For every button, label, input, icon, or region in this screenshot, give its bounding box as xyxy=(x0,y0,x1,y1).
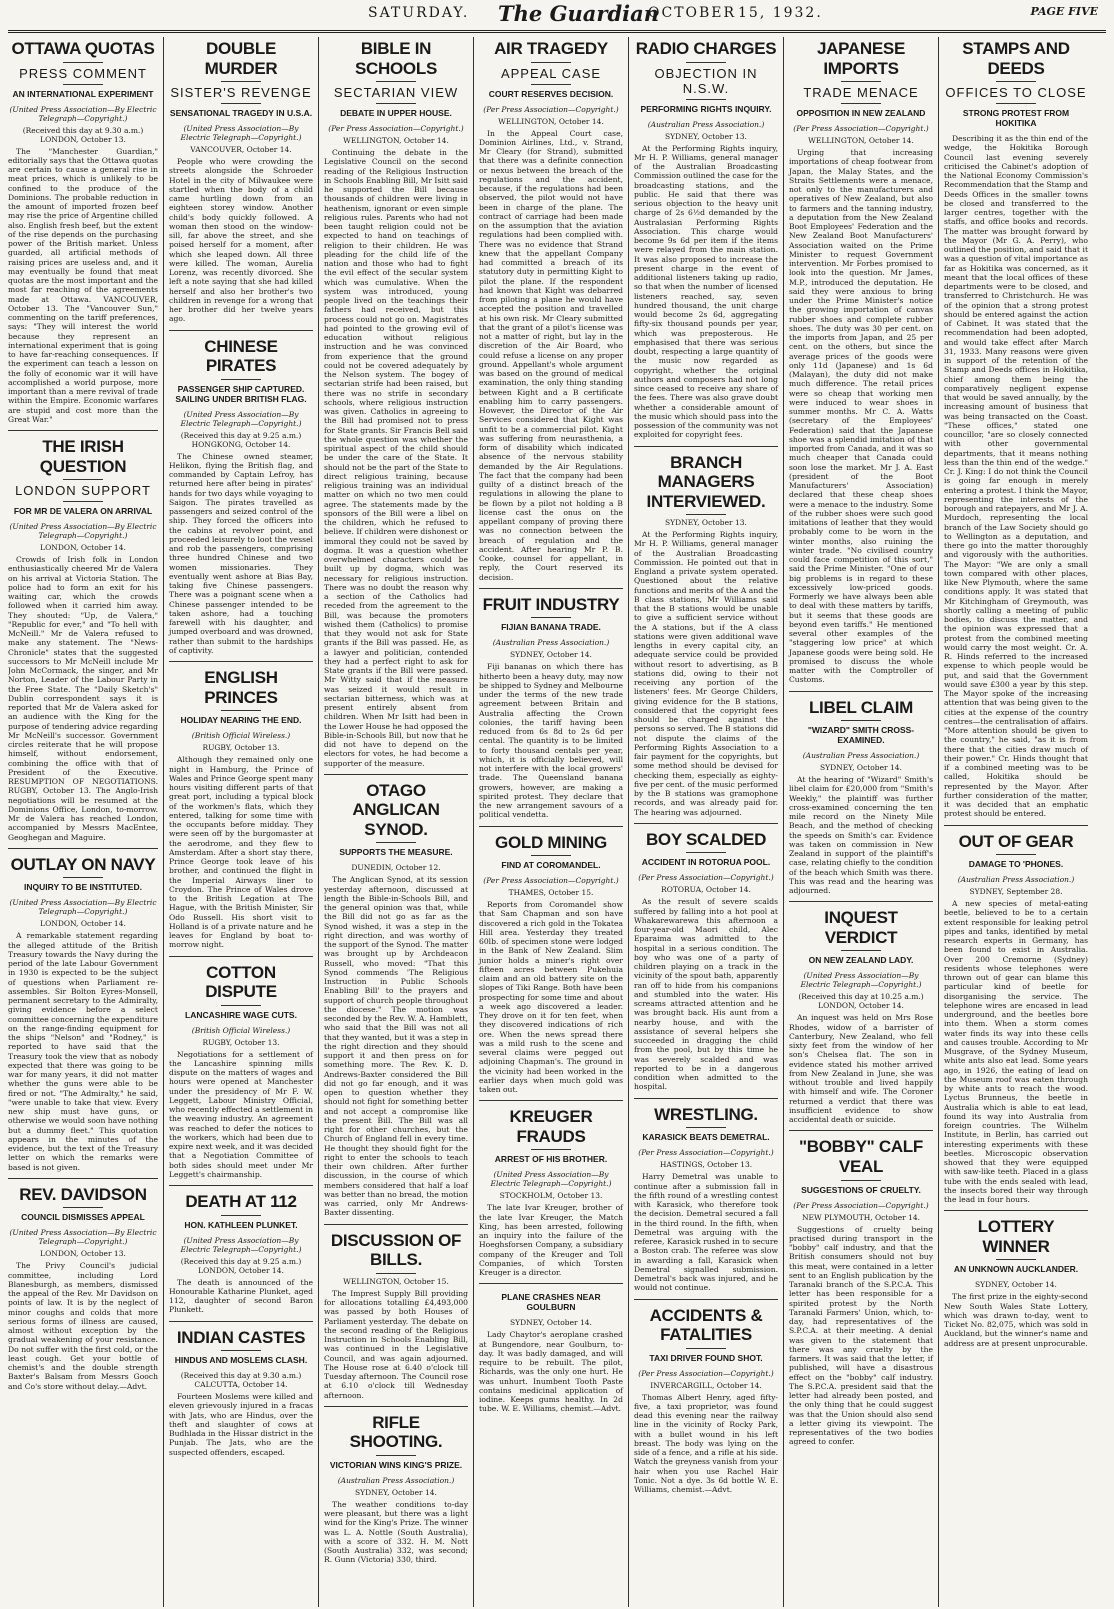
headline-rule xyxy=(376,1273,416,1274)
article-credit: (United Press Association—By Electric Telegraph—Copyright.) xyxy=(180,1235,302,1254)
headline-rule xyxy=(686,62,726,63)
article-dateline: SYDNEY, October 14. xyxy=(820,763,902,773)
article-dateline: NEW PLYMOUTH, October 14. xyxy=(801,1212,921,1222)
article-body: The Chinese owned steamer, Helikon, flying the British flag, and commanded by Captain Lefroy, has returned here after being in pirates' hands for two days while voyaging to Saigon. The pirates travelled as passengers and seized control of the ship. They forced the officers into the cabins at revolver point, and proceeded leisurely to loot the vessel and rob the passengers, comprising three hundred Chinese and two women missionaries. They eventually went ashore at Bias Bay, taking five Chinese passengers. There was a poignant scene when a Chinese passenger intended to be taken ashore, had a touching farewell with his daughter, and jumped overboard and was drowned, rather than submit to the hardships of captivity. xyxy=(169,451,313,655)
headline-rule xyxy=(221,1215,261,1216)
article-body: The Imprest Supply Bill providing for allocations totalling £4,493,000 was passed by both Houses of Parliament yesterday. The debate on the second reading of the Religious Instruction in Schools Enabling Bill, was continued in the Legislative Council, and was again adjourned. The House rose at 6.40 o'clock till Tuesday afternoon. The Council rose at 6.10 o'clock till Wednesday afternoon. xyxy=(324,1288,468,1400)
article-body: Fourteen Moslems were killed and eleven grievously injured in a fracas with Jats, who are Hindus, over the theft and slaughter of cows at Budhlada in the Hissar district in the Punjab. The Jats, who are the suspected offenders, escaped. xyxy=(169,1392,313,1457)
article-credit: (British Official Wireless.) xyxy=(191,1025,291,1035)
article-dateline: WELLINGTON, October 14. xyxy=(808,136,914,146)
headline-rule xyxy=(376,1455,416,1456)
headline-rule xyxy=(63,1207,103,1208)
article-subheading: PLANE CRASHES NEAR GOULBURN xyxy=(501,1292,601,1313)
article xyxy=(479,39,623,582)
headline-rule xyxy=(376,81,416,82)
article-subheading: DAMAGE TO 'PHONES. xyxy=(968,859,1064,870)
article-headline: LIBEL CLAIM xyxy=(808,697,914,717)
article-headline: OTAGO ANGLICAN SYNOD. xyxy=(352,780,440,839)
article xyxy=(169,956,313,1180)
article-credit: (Per Press Association—Copyright.) xyxy=(483,104,619,114)
article-body: Thomas Albert Henry, aged fifty-five, a taxi proprietor, was found dead this evening near the railway line in the vicinity of Rocky Park, with a bullet wound in his left breast. The body was lying on the side of a fence, and a rifle at his side. Watch the greyness vanish from your hair when you use Rachel Hair Tonic. Not a dye. 3s 6d bottle W. E. Williams, chemist.—Advt. xyxy=(634,1392,778,1495)
article-dateline: (Received this day at 9.30 a.m.) CALCUTTA, October 14. xyxy=(180,1371,302,1390)
article xyxy=(324,774,468,1218)
article-subheading: PASSENGER SHIP CAPTURED. SAILING UNDER BRITISH FLAG. xyxy=(175,383,307,404)
article-credit: (United Press Association—By Electric Telegraph—Copyright.) xyxy=(9,104,157,123)
article xyxy=(8,39,158,424)
article xyxy=(634,1098,778,1293)
article-dateline: (Received this day at 9.25 a.m.) HONGKONG, October 14. xyxy=(180,430,302,449)
column-2 xyxy=(163,37,318,1607)
headline-rule xyxy=(841,950,881,951)
article-subheading: FIJIAN BANANA TRADE. xyxy=(501,622,601,633)
headline-rule xyxy=(376,842,416,843)
article-body: A remarkable statement regarding the alleged attitude of the British Treasury towards the Navy during the period of the late Labour Government in 1930 is expected to be the subject of questions when Parliament re-assembles. Sir Bolton Eyres-Monsell, permanent secretary to the Admiralty, giving evidence before a select committee concerning the expenditure on the range-finding equipment for the ships "Nelson" and "Rodney," is reported to have said that the Treasury took the view that as nobody expected that there was going to be war for many years, it did not matter whether the guns were able to be fired or not. "The Admiralty," he said, "were unable to take that view. Every new ship must have guns, or otherwise we would soon have nothing but a dummy fleet." This quotation appears in the minutes of the evidence, but the text of the Treasury letter on which the remarks were based is not given. xyxy=(8,931,158,1172)
headline-rule xyxy=(63,501,103,502)
article xyxy=(789,39,933,685)
article-dateline: THAMES, October 15. xyxy=(508,888,594,898)
headline-rule xyxy=(531,855,571,856)
article-body: The Privy Council's judicial committee, including Lord Blanesburgh, as members, dismissed the appeal of the Rev. Mr Davidson on points of law. It is by the neglect of minor coughs and colds that more serious forms of illness are caused, almost without exception by the gradual weakening of your resistance. Do not suffer with the first cold, or the least cough. Get your bottle of chemist's and the double strength Baxter's Balsam from Messrs Gooch and Co's store without delay.—Advt. xyxy=(8,1261,158,1391)
article-credit: (United Press Association—By Electric Telegraph—Copyright.) xyxy=(800,971,922,990)
article-headline: RADIO CHARGES xyxy=(635,39,777,58)
article-headline: DISCUSSION OF BILLS. xyxy=(330,1230,462,1270)
article-credit: (British Official Wireless.) xyxy=(191,731,291,741)
headline-rule xyxy=(996,854,1036,855)
article-dateline: DUNEDIN, October 12. xyxy=(351,863,441,873)
column-6 xyxy=(783,37,938,1607)
article-headline: ACCIDENTS & FATALITIES xyxy=(649,1305,763,1345)
article-headline: "BOBBY" CALF VEAL xyxy=(799,1137,923,1177)
masthead-page-number: PAGE FIVE xyxy=(1030,5,1098,18)
article-headline: DEATH AT 112 xyxy=(185,1192,297,1212)
article-body: Urging that increasing importations of cheap footwear from Japan, the Malay States, and the Straits Settlements were a menace, not only to the manufacturers and operatives of New Zealand, but also to farmers and the tanning industry, a deputation from the New Zealand Boot Employees' Federation and the New Zealand Boot Manufacturers' Association waited on the Prime Minister to request Government intervention. Mr Forbes promised to look into the question. Mr James, M.P., introduced the deputation. He said they were anxious to bring under the Prime Minister's notice the growing importation of canvas rubber shoes and complete rubber shoes. The duty was 30 per cent. on the imports from Japan, and 25 per cent. on the others, but since the average prices of the goods were only 11d (Japanese) and 1s 6d (Malayan), the duty did not make much difference. The retail prices were so cheap that working men were induced to wear shoes in summer months. Mr C. A. Watts (secretary of the Employees' Federation) said that the Japanese shoe was a splendid imitation of that imported from Canada, and it was so much cheaper that Canada could soon lose the market. Mr J. A. East (president of the Boot Manufacturers' Association) declared that these cheap shoes were a menace to the industry. Some of the rubber shoes were such good imitations of leather that they would probably come to be worn in the winter months, also ruining the winter trade. "No civilised country could face competition of this sort," said the Prime Minister. "One of our big problems is in regard to these excessively low-priced goods. Formerly we have always been able to deal with these matters by tariffs, but it seems that these goods are beyond even tariffs." He mentioned several other examples of the "staggering low price" at which Japanese goods were being sold. He promised to discuss the whole matter with the Comptroller of Customs. xyxy=(789,148,933,685)
article-headline: KREUGER FRAUDS xyxy=(509,1107,593,1146)
article-body: Continuing the debate in the Legislative Council on the second reading of the Religious Instruction in Schools Enabling Bill, Mr Isitt said he supported the Bill because thousands of children were living in heathenism, ignorant or even simple religious rules. Parents who had not been taught religion could not be expected to hand on teachings of religion to their children. He was pleading for the child life of the nation and those who had to fight the evil effect of the secular system which was cumulative. When the system was introduced, young people lived on the teachings their fathers had received, but this process could not go on. Magistrates had pointed to the growing evil of education without religious instruction and he was convinced from experience that the ground could not be covered adequately by the Nelson system. The bogey of sectarian strife had been raised, but there was no strife in secondary schools, where religious instruction was given. Catholics in agreeing to the Bill had promised not to press for State grants. Sir Francis Bell said the whole question was whether the spiritual aspect of the child should be under the care of the State. It should not be the part of the State to direct religious training, because religious training was an individual matter on which no two men could agree. The statements made by the sponsors of the Bill were a libel on the children, which he refused to believe. If children were dishonest or immoral they could not be saved by dogma. It was a question whether overwhelmed characters could be built up by dogma, which was necessary for religious instruction. There was no doubt the reason why a section of the Catholics had receded from the agreement to the Bill, was because the promoters wished them (Catholics) to promise that they would not ask for State grants if the Bill was passed. He, as a lawyer and politician, contended they had a perfect right to ask for State grants if the Bill were passed. Mr Witty said that if the measure was seized it would result in sectarian bitterness, which was at present entirely absent from children. When Mr Isitt had been in the Lower House he had opposed the Bible-in-Schools Bill, but now that he did not have to depend on the electors for votes, he had become a supporter of the measure. xyxy=(324,148,468,768)
headline-rule xyxy=(63,479,103,480)
article-headline: STAMPS AND DEEDS xyxy=(962,39,1070,78)
article-headline: GOLD MINING xyxy=(495,832,607,852)
article-dateline: SYDNEY, October 14. xyxy=(355,1487,437,1497)
headline-rule xyxy=(221,379,261,380)
article xyxy=(324,39,468,768)
article-deck: OFFICES TO CLOSE xyxy=(945,85,1087,101)
article xyxy=(944,39,1088,819)
article-body: Negotiations for a settlement of the Lancashire spinning mills dispute on the matters of wages and hours were opened at Manchester under the presidency of Mr F. W. Leggett, Labour Ministry Official, who recently effected a settlement in the weaving industry. An agreement was reached to defer the notices to the workers, which had been due to expire next week, and it was decided that a Negotiation Committee of both sides should meet under Mr Leggett's chairmanship. xyxy=(169,1049,313,1179)
article-subheading: SUGGESTIONS OF CRUELTY. xyxy=(801,1184,921,1195)
article-subheading: AN UNKNOWN AUCKLANDER. xyxy=(953,1264,1079,1275)
headline-rule xyxy=(686,99,726,100)
article-headline: BRANCH MANAGERS INTERVIEWED. xyxy=(646,452,766,511)
article-dateline: LONDON, October 14. xyxy=(40,919,126,929)
article xyxy=(479,826,623,1095)
article-body: People who were crowding the streets alongside the Schroeder Hotel in the city of Milwaukee were startled when the body of a child came hurtling down from an eighteen storey window. Another child's body quickly followed. A woman then stood on the window-sill, far above the street, and she poised herself for a moment, after which she leaped down. All three were killed. The woman, Aurelia Lorenz, was recently divorced. She left a note saying that she had killed herself and also her brother's two children in revenge for a wrong that her brother did her twelve years ago. xyxy=(169,157,313,324)
article-subheading: STRONG PROTEST FROM HOKITIKA xyxy=(962,108,1070,129)
article-dateline: (Received this day at 9.30 a.m.) LONDON, October 13. xyxy=(22,125,144,144)
article-body: Lady Chaytor's aeroplane crashed at Bungendore, near Goulburn, to-day. It was badly damaged, and will require to be rebuilt. The pilot, Richards, was the only one hurt. He was unhurt. Inumbent Tooth Paste contains medicinal application of iodine. Keeps gums healthy. In 2d tube. W. E. Williams, chemist.—Advt. xyxy=(479,1330,623,1414)
article-dateline: WELLINGTON, October 14. xyxy=(343,136,449,146)
article-dateline: SYDNEY, October 13. xyxy=(665,131,747,141)
article-headline: OUTLAY ON NAVY xyxy=(10,854,156,874)
article-subheading: INQUIRY TO BE INSTITUTED. xyxy=(24,882,142,893)
article-subheading: FIND AT COROMANDEL. xyxy=(501,860,601,871)
headline-rule xyxy=(221,1350,261,1351)
article-subheading: LANCASHIRE WAGE CUTS. xyxy=(185,1009,297,1020)
article-body: The "Manchester Guardian," editorially says that the Ottawa quotas are certain to cause a general rise in meat prices, which is unlikely to be confined to the produce of the Dominions. The probable reduction in the amount of imported frozen beef may rise the price of Argentine chilled also. English fresh beef, but the extent of the rise depends on the purchasing power of the British market. Unless guarded, all artificial methods of raising prices are useless and, and it may eventually be found that meat quotas are the most important and the most far reaching of the agreements made at Ottawa. VANCOUVER, October 13. The "Vancouver Sun," commenting on the tariff preferences, says: "They will interest the world because they represent an international experiment that is going to have far-reaching consequences. If the experiment can teach a lesson on the folly of economic war it will have accomplished a world purpose, more important than a mere revival of trade within the Empire. Economic warfares are stupid and cost more than the Great War." xyxy=(8,146,158,424)
article-deck: SECTARIAN VIEW xyxy=(333,85,459,101)
headline-rule xyxy=(376,103,416,104)
article-dateline: STOCKHOLM, October 13. xyxy=(499,1191,603,1201)
article xyxy=(324,1406,468,1565)
article-headline: WRESTLING. xyxy=(654,1104,758,1124)
article-dateline: SYDNEY, October 14. xyxy=(975,1280,1057,1290)
article-headline: DOUBLE MURDER xyxy=(204,39,278,78)
column-7 xyxy=(938,37,1093,1607)
article-body: The Anglican Synod, at its session yesterday afternoon, discussed at length the Bible-in-Schools Bill, and the general opinion was that, while the Bill did not go as far as the Synod wished, it was a step in the right direction, and was worthy of the support of the Synod. The matter was brought up by Archdeacon Russell, who moved: "That this Synod commends 'The Religious Instruction in Public Schools Enabling Bill' to the prayers and support of church people throughout the diocese." The motion was seconded by the Rev. W. A. Hamblett, who said that the Bill was not all that they wanted, but it was a step in the right direction and they should support it and then press on for something more. The Rev. K. D. Andrews-Baxter considered the Bill did not go far enough, and it was open to question whether they should not fight for something better and not accept a compromise like the present Bill. The Bill was all right for other churches, but the Church of England fell in every time. He thought they should fight for the right to enter the schools to teach their own children. After further discussion, in the course of which members considered that half a loaf was better than no bread, the motion was carried, only Mr Andrews-Baxter dissenting. xyxy=(324,875,468,1218)
article-dateline: SYDNEY, September 28. xyxy=(969,887,1063,897)
article-subheading: TAXI DRIVER FOUND SHOT. xyxy=(649,1352,763,1363)
headline-rule xyxy=(221,103,261,104)
article-body: At the hearing of "Wizard" Smith's libel claim for £20,000 from "Smith's Weekly," the plaintiff was further cross-examined concerning the ten mile record on the Ninety Mile Beach, and the method of checking the speeds on Smith's car. Evidence was taken on commission in New Zealand in support of the plaintiff's case, relating chiefly to the condition of the beach which Smith was there. This was read and the hearing was adjourned. xyxy=(789,775,933,896)
article-headline: COTTON DISPUTE xyxy=(205,962,277,1002)
headline-rule xyxy=(841,81,881,82)
article-subheading: OPPOSITION IN NEW ZEALAND xyxy=(796,108,926,119)
article-credit: (Per Press Association—Copyright.) xyxy=(328,124,464,134)
article xyxy=(8,430,158,842)
article-body: Describing it as the thin end of the wedge, the Hokitika Borough Council last evening severely criticised the Cabinet's adoption of the National Economy Commission's Recommendation that the Stamp and Deeds Offices in the smaller towns be closed and transferred to the larger centres, together with the staffs, and office books and records. The matter was brought forward by the Mayor (Mr G. A. Perry), who outlined the position, and said that it was a question of vital importance as far as Hokitika was concerned, as it meant that the local offices of these departments were to be closed, and transferred to Christchurch. He was of the opinion that a strong protest should be entered against the action of Cabinet. It was stated that the recommendation had been adopted, and would take effect after March 31, 1933. Many reasons were given in support of the retention of the Stamp and Deeds offices in Hokitika, chief among them being the comparatively negligent expense that would be saved annually, by the increasing amount of business that was being transacted on the Coast. "These offices," stated one councillor, "are so closely connected with other governmental departments, that it means nothing less than the thin end of the wedge." Cr. J. King: I do not think the Council is going far enough in merely entering a protest. I think the Mayor, representing the interests of the borough and ratepayers, and Mr J. A. Murdoch, representing the local branch of the Law Society should go to Wellington as a deputation, and there go into the matter thoroughly and vigorously with the authorities. The Mayor: "We are only a small town compared with other places, like New Plymouth, where the same conditions apply. It was stated that Mr Kitchingham of Greymouth, was shortly calling a meeting of public bodies, to discuss the matter, and the opinion was expressed that a protest from the combined meeting would carry the most weight. Cr. A. R. Hinds referred to the increased expense to which people would be put, and said that the Government would save £300 a year by this step. The Mayor spoke of the increasing attention that was being given to the cities at the expense of the country centres—the centralisation of affairs. "More attention should be given to the country," he said, "as it is from there that the cities draw much of their power." Cr. Hinds thought that if a combined meeting was to be called, Hokitika should be represented by the Mayor. After further consideration of the matter, it was decided that an emphatic protest should be entered. xyxy=(944,134,1088,819)
article-subheading: "WIZARD" SMITH CROSS-EXAMINED. xyxy=(807,725,915,746)
article-body: At the Performing Rights inquiry, Mr H. P. Williams, general manager of the Australian Broadcasting Commission outlined the case for the broadcasting stations, and the public. He said that there was serious objection to the heavy unit charge of 2s 6½d demanded by the Australasian Performing Rights Association. This charge would become 9s 6d per item if the items were relayed from the main station. It was also proposed to increase the present charge in the event of additional listeners taking up radio, so that when the number of licensed listeners reached, say, seven hundred thousand, the unit charge would become 2s 6d, aggregating fifty-six thousand pounds per year, which was preposterous. He emphasised that there was serious doubt, respecting a large quantity of the music now regarded as copyright, whether the original authors and composers had not long since ceased to receive any share of the fees. There was also grave doubt whether a considerable amount of the music which should pass into the possession of the community was not exploited for copyright fees. xyxy=(634,143,778,440)
article-dateline: LONDON, October 14. xyxy=(40,543,126,553)
article-dateline: RUGBY, October 13. xyxy=(202,743,280,753)
article-credit: (United Press Association—By Electric Telegraph—Copyright.) xyxy=(9,1228,157,1247)
article-deck: SISTER'S REVENGE xyxy=(170,85,312,101)
article-headline: CHINESE PIRATES xyxy=(204,336,278,376)
article-headline: INQUEST VERDICT xyxy=(824,908,898,947)
masthead-day: SATURDAY. xyxy=(368,5,470,21)
headline-rule xyxy=(531,62,571,63)
article xyxy=(169,661,313,949)
headline-rule xyxy=(996,103,1036,104)
article xyxy=(789,1130,933,1446)
article xyxy=(789,901,933,1124)
article xyxy=(944,825,1088,1205)
article-dateline: SYDNEY, October 13. xyxy=(665,518,747,528)
article-deck: TRADE MENACE xyxy=(803,85,919,101)
headline-rule xyxy=(63,84,103,85)
masthead-paper-name: The Guardian xyxy=(498,1,659,26)
article-dateline: WELLINGTON, October 14. xyxy=(498,116,604,126)
masthead-date: 15, 1932. xyxy=(738,5,823,21)
article-subheading: PERFORMING RIGHTS INQUIRY. xyxy=(640,103,772,114)
article-dateline: (Received this day at 10.25 a.m.) LONDON, October 14. xyxy=(798,992,924,1011)
article-credit: (Australian Press Association.) xyxy=(957,875,1075,885)
article-subheading: COURT RESERVES DECISION. xyxy=(488,88,614,99)
article-subheading: DEBATE IN UPPER HOUSE. xyxy=(340,108,452,119)
headline-rule xyxy=(841,720,881,721)
article xyxy=(169,1185,313,1315)
headline-rule xyxy=(531,1149,571,1150)
article-deck: APPEAL CASE xyxy=(500,65,602,81)
headline-rule xyxy=(686,1348,726,1349)
masthead xyxy=(8,0,1106,33)
headline-rule xyxy=(531,84,571,85)
article-credit: (Australian Press Association.) xyxy=(647,119,765,129)
article-credit: (Per Press Association—Copyright.) xyxy=(638,1368,774,1378)
article-subheading: ACCIDENT IN ROTORUA POOL. xyxy=(641,857,771,868)
article-credit: (United Press Association—By Electric Telegraph—Copyright.) xyxy=(490,1170,612,1189)
article-dateline: ROTORUA, October 14. xyxy=(661,885,751,895)
column-1 xyxy=(8,37,163,1607)
article-credit: (Australian Press Association.) xyxy=(337,1475,455,1485)
columns xyxy=(8,37,1106,1607)
article xyxy=(8,848,158,1172)
article-deck: OBJECTION IN N.S.W. xyxy=(654,65,758,96)
article xyxy=(169,1321,313,1457)
article-subheading: ARREST OF HIS BROTHER. xyxy=(494,1154,608,1165)
headline-rule xyxy=(686,852,726,853)
article-subheading: AN INTERNATIONAL EXPERIMENT xyxy=(12,88,154,99)
article-headline: RIFLE SHOOTING. xyxy=(349,1412,443,1452)
article xyxy=(634,1299,778,1495)
article-body: The death is announced of the Honourable Katharine Plunket, aged 112, daughter of second Baron Plunkett. xyxy=(169,1277,313,1315)
article-headline: ENGLISH PRINCES xyxy=(204,668,278,707)
headline-rule xyxy=(63,62,103,63)
article xyxy=(634,823,778,1092)
article-subheading: FOR MR DE VALERA ON ARRIVAL xyxy=(13,506,153,517)
article-subheading: SENSATIONAL TRAGEDY IN U.S.A. xyxy=(169,108,313,119)
article-body: At the Performing Rights inquiry, Mr H. P. Williams, general manager of the Australian Broadcasting Commission. He pointed out that in England a private system operated. Questioned about the relative functions and merits of the A and the B class stations, Mr Williams said that the B stations would be unable to give a sufficient service without the A stations, but if the A class stations were given additional wave lengths in every capital city, an adequate service could be provided without resort to advertising, as B stations did, owing to their not receiving any portion of the listeners' fees. Mr George Childers, giving evidence for the B stations, considered that the copyright fees should be charged against the persons so served. The B stations did not dispute the claims of the Performing Rights Association to a fair payment for the copyrights, but some method should be devised for checking them, especially as eighty-five per cent. of the music performed by the B stations was gramophone records, and was already paid for. The hearing was adjourned. xyxy=(634,530,778,817)
headline-rule xyxy=(221,710,261,711)
article xyxy=(789,691,933,896)
headline-rule xyxy=(841,103,881,104)
article-headline: BIBLE IN SCHOOLS xyxy=(355,39,437,78)
article-body: Although they remained only one night in Hamburg, the Prince of Wales and Prince George spent many hours visiting different parts of that great port, including a typical block of the workmen's flats, which they entered, talking for some time with the occupants before midday. They were seen off by the burgomaster at the aerodrome, and they flew to Amsterdam. After a short stay there, Prince George took leave of his brother, and continued the flight in the Imperial Airways liner to Croydon. The Prince of Wales drove to the British Legation at The Hague, with the British Minister, Sir Odo Russell. His short visit to Holland is of a private nature and he leaves for England by boat to-morrow night. xyxy=(169,755,313,950)
headline-rule xyxy=(686,1127,726,1128)
article xyxy=(634,446,778,817)
article-dateline: RUGBY, October 13. xyxy=(202,1037,280,1047)
article-headline: OTTAWA QUOTAS xyxy=(11,39,155,58)
article-body: The first prize in the eighty-second New South Wales State Lottery, which was drawn to-day, went to Ticket No. 82,075, which was sold in Auckland, but the winner's name and address are at present unprocurable. xyxy=(944,1292,1088,1348)
article-credit: (United Press Association—By Electric Telegraph—Copyright.) xyxy=(9,898,157,917)
article-subheading: COUNCIL DISMISSES APPEAL xyxy=(21,1212,145,1223)
article-subheading: HOLIDAY NEARING THE END. xyxy=(180,715,302,726)
article xyxy=(324,1224,468,1400)
article-subheading: HON. KATHLEEN PLUNKET. xyxy=(184,1219,298,1230)
article-body: Harry Demetral was unable to continue after a submission fall in the fifth round of a wrestling contest with Karasick, who therefore took the decision. Demetral secured a fall in the third round. In the fifth, when Demetral was arguing with the referee, Karasick rushed in to secure a Boston crab. The referee was slow in awarding a fall, Karasick when Demetral signalled submission. Demetral's back was injured, and he would not continue. xyxy=(634,1172,778,1293)
column-4 xyxy=(473,37,628,1607)
article-dateline: SYDNEY, October 14. xyxy=(510,1318,592,1328)
article-deck: PRESS COMMENT xyxy=(19,65,147,81)
article xyxy=(169,39,313,324)
article xyxy=(479,588,623,820)
article-credit: (Per Press Association—Copyright.) xyxy=(483,876,619,886)
article-dateline: VANCOUVER, October 14. xyxy=(190,145,292,155)
article-subheading: KARASICK BEATS DEMETRAL. xyxy=(642,1132,770,1143)
article-headline: AIR TRAGEDY xyxy=(494,39,608,58)
article-credit: (Per Press Association—Copyright.) xyxy=(638,873,774,883)
article-credit: (Australian Press Association.) xyxy=(802,751,920,761)
headline-rule xyxy=(63,877,103,878)
article-dateline: LONDON, October 13. xyxy=(40,1249,126,1259)
article-subheading: VICTORIAN WINS KING'S PRIZE. xyxy=(329,1459,463,1470)
article-headline: JAPANESE IMPORTS xyxy=(817,39,905,78)
headline-rule xyxy=(996,1259,1036,1260)
article-headline: LOTTERY WINNER xyxy=(977,1217,1055,1256)
article-body: Suggestions of cruelty being practised during transport in the "bobby" calf industry, and that the British consumers should not buy this meat, were contained in a letter sent to an English publication by the Taranaki branch of the S.P.C.A. This letter has been responsible for a spirited protest by the North Taranaki Farmers' Union, which, to-day, had representatives of the S.P.C.A. at their meeting. A denial was given to the statement that there was any cruelty by the farmers. It was said that the letter, if published, will have a disastrous effect on the "bobby" calf industry. The S.P.C.A. president said that the letter had already been posted, and the only thing that he could suggest was that the Union should also send a letter giving its viewpoint. The representatives of the two bodies agreed to confer. xyxy=(789,1224,933,1447)
article-body: As the result of severe scalds suffered by falling into a hot pool at Whakarewarewa this afternoon a four-year-old Maori child, Alec Eparaima was admitted to the hospital in a serious condition. The boy who was one of a party of children playing on a track in the vicinity of the spout bath, apparently ran off to hide from his companions and stumbled into the water. His screams attracted attention and he was brought back. His aunt from a nearby house, and with the assistance of several helpers she succeeded in dragging the child from the pool, but by this time he was severely scalded and was reported to be in a dangerous condition when admitted to the hospital. xyxy=(634,897,778,1092)
article-headline: INDIAN CASTES xyxy=(176,1327,306,1347)
article-body: An inquest was held on Mrs Rose Rhodes, widow of a barrister of Canterbury, New Zealand, who fell sixty feet from the window of her son's Chelsea flat. The son in evidence stated his mother arrived from New Zealand in June, she was without trouble and lived happily with himself and wife. The Coroner returned a verdict that there was insufficient evidence to show accidental death or suicide. xyxy=(789,1013,933,1125)
article-body: Crowds of Irish folk in London enthusiastically cheered Mr de Valera on his arrival at Victoria Station. The police had to form an exit for his waiting car, which the crowds followed when it carried him away. They shouted: "Up, de Valera," "Republic for ever," and "To hell with McNeill." Mr de Valera refused to make any statement. The "News-Chronicle" states that the suggested successors to Mr McNeill include Mr John McCormack, the singer, and Mr Norton, Leader of the Labour Party in the Free State. The "Daily Sketch's" Dublin correspondent says it is reported that Mr de Valera asked for an audience with the King for the purpose of tendering advice regarding Mr McNeill's successor. Government circles reiterate that he will propose himself, without endorsement, combining the office with that of President of the Executive. RESUMPTION OF NEGOTIATIONS. RUGBY, October 13. The Anglo-Irish negotiations will be resumed at the Dominions Office, London, to-morrow. Mr de Valera has reached London, accompanied by Messrs MacEntee, Geoghegan and Maguire. xyxy=(8,555,158,842)
article-credit: (United Press Association—By Electric Telegraph—Copyright.) xyxy=(180,409,302,428)
column-5 xyxy=(628,37,783,1607)
article-credit: (Australian Press Association.) xyxy=(492,638,610,648)
article-subheading: HINDUS AND MOSLEMS CLASH. xyxy=(174,1355,308,1366)
article-headline: REV. DAVIDSON xyxy=(19,1184,147,1204)
article-credit: (Per Press Association—Copyright.) xyxy=(793,1200,929,1210)
article-dateline: SYDNEY, October 14. xyxy=(510,650,592,660)
headline-rule xyxy=(841,1180,881,1181)
article-body: A new species of metal-eating beetle, believed to be to a certain extent responsible for leaking petrol pipes and tanks, identified by metal research experts in Germany, has been found to exist in Australia. Over 200 Cremorne (Sydney) residents whose telephones were thrown out of gear can blame this particular kind of beetle for disorganising the service. The telephone wires are encased in lead underground, and the beetles bore into them. When a storm comes water finds its way into these cells and causes trouble. According to Mr Musgrave, of the Sydney Museum, white ants also eat lead. Some years ago, in 1926, the eating of lead on the Museum roof was eaten through by white ants to reach the wood. Lyctus Brunneus, the beetle in Australia which is able to eat lead, found its way into Australia from foreign countries. The Wilhelm Institute, in Berlin, has carried out interesting experiments with these beetles. Microscopic observation showed that they were equipped with saw-like teeth. Placed in a glass tube with the ends sealed with lead, the insects bored their way through the lead in four hours. xyxy=(944,899,1088,1205)
article-dateline: HASTINGS, October 13. xyxy=(659,1160,753,1170)
headline-rule xyxy=(996,81,1036,82)
headline-rule xyxy=(221,81,261,82)
article-credit: (Per Press Association—Copyright.) xyxy=(793,124,929,134)
article-headline: THE IRISH QUESTION xyxy=(39,437,127,476)
article-credit: (United Press Association—By Electric Telegraph—Copyright.) xyxy=(180,124,302,143)
article-body: The late Ivar Kreuger, brother of the late Ivar Kreuger, the Match King, has been arrested, following an inquiry into the failure of the Hoeghsforsen Company, a subsidiary company of the Kreuger and Toll Companies, of which Torsten Kreuger is a director. xyxy=(479,1203,623,1278)
article-subheading: SUPPORTS THE MEASURE. xyxy=(339,847,453,858)
article-body: In the Appeal Court case, Dominion Airlines, Ltd., v. Strand, Mr Cleary (for Strand), submitted that there was a definite connection or nexus between the breach of the regulations and the accident, because, if the regulations had been observed, the pilot would not have been in charge of the plane. The contract of carriage had been made on the assumption that the aviation regulations had been complied with. There was no evidence that Strand knew that the appellant Company had committed a breach of its statutory duty in permitting Kight to pilot the plane. If the respondent had known that Kight was debarred from piloting a plane he would have accepted the position and travelled at his own risk. Mr Cleary submitted that the grant of a pilot's license was not a matter of right, but lay in the discretion of the Air Board, who could refuse a license on any proper ground. Appellant's whole argument was based on the ground of medical examination, the only thing standing between Kight and a B certificate enabling him to carry passengers. However, the Director of the Air Services considered that Kight was unfit to be a commercial pilot. Kight was suffering from neurasthenia, a form of disability which indicated absence of the nervous stability demanded by the Air Regulations. The fact that the company had been guilty of a distinct breach of the regulations in allowing the plane to be flown by a pilot not holding a B license cast the onus on the appellant company of proving there was no connection between the breach of regulation and the accident. After hearing Mr P. B. Cooke, counsel for appellant, in reply, the Court reserved its decision. xyxy=(479,128,623,582)
article-headline: BOY SCALDED xyxy=(645,829,767,849)
article-headline: FRUIT INDUSTRY xyxy=(482,594,620,614)
article-credit: (Per Press Association—Copyright.) xyxy=(638,1148,774,1158)
article-headline: OUT OF GEAR xyxy=(958,831,1074,851)
article-credit: (United Press Association—By Electric Telegraph—Copyright.) xyxy=(9,522,157,541)
article-body: Fiji bananas on which there has hitherto been a heavy duty, may now be shipped to Sydney and Melbourne under the terms of the new trade agreement between Britain and Australia affecting the Crown colonies, the tariff having been reduced from 6s 8d to 2s 6d per cental. The quantity is to be limited to forty thousand centals per year, which, it is officially believed, will not interfere with the local growers' trade. The Queensland banana growers, however, are making a spirited protest. They declare that the new arrangement savours of a political vendetta. xyxy=(479,662,623,820)
article xyxy=(634,39,778,440)
article-body: Reports from Coromandel show that Sam Chapman and son have discovered a rich gold in the Tokatea Hill area. Yesterday they treated 60lb. of specimen stone were lodged in the Bank of New Zealand. Slim junior holds a miner's right over fifteen acres between Pukehuia claim and an old battery site on the slopes of Tiki Range. Both have been prospecting for some time and about a week ago discovered a leader. They drove on it for ten feet, when they discovered indications of rich ore. When the news spread there was a mild rush to the scene and several claims were pegged out adjoining Chapman's. The ground in the vicinity had been worked in the earlier days when much gold was taken out. xyxy=(479,900,623,1095)
masthead-month: OCTOBER xyxy=(648,5,737,21)
article-dateline: INVERCARGILL, October 14. xyxy=(650,1380,762,1390)
article xyxy=(8,1178,158,1391)
article-dateline: WELLINGTON, October 15. xyxy=(343,1276,449,1286)
headline-rule xyxy=(686,514,726,515)
article-body: The weather conditions to-day were pleasant, but there was a light wind for the King's Prize. The winner was L. A. Nottle (South Australia), with a score of 332. H. M. Nott (South Australia) 332, was second; R. Gunn (Victoria) 330, third. xyxy=(324,1499,468,1565)
article xyxy=(479,1100,623,1277)
article xyxy=(479,1283,623,1413)
article-deck: LONDON SUPPORT xyxy=(15,483,151,499)
headline-rule xyxy=(221,1005,261,1006)
article xyxy=(944,1210,1088,1348)
article xyxy=(169,330,313,656)
column-3 xyxy=(318,37,473,1607)
headline-rule xyxy=(531,617,571,618)
article-subheading: ON NEW ZEALAND LADY. xyxy=(808,955,914,966)
article-dateline: (Received this day at 9.25 a.m.) LONDON, October 14. xyxy=(180,1256,302,1275)
